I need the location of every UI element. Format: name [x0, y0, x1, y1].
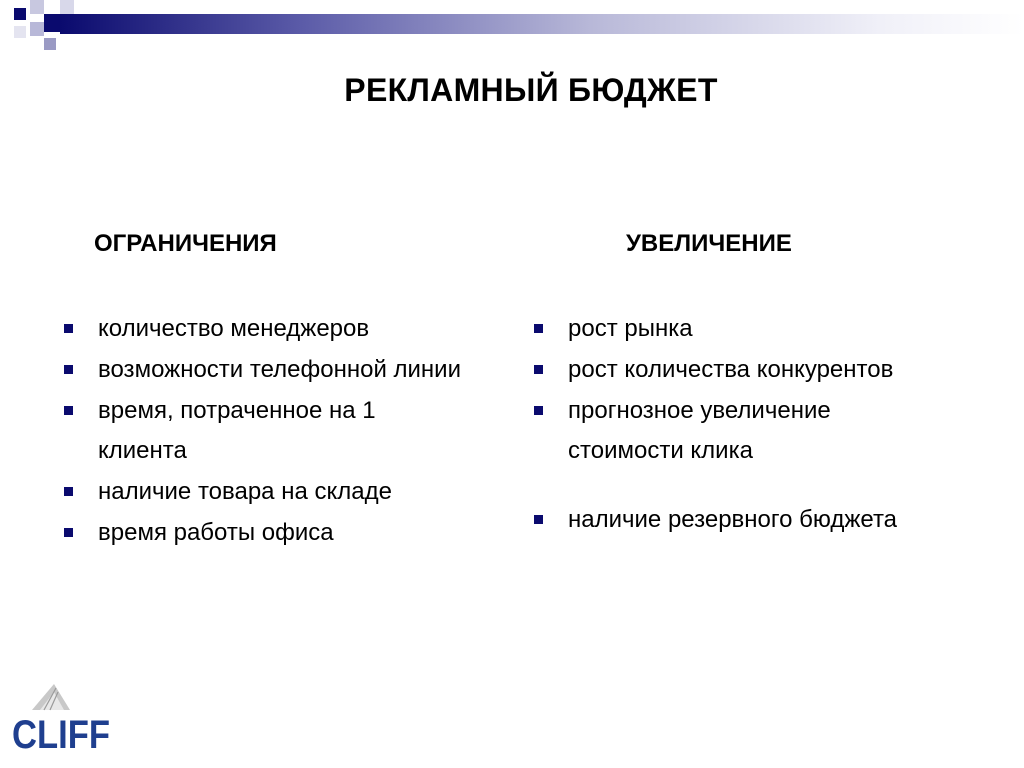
cliff-logo: [10, 676, 114, 752]
decor-square: [14, 8, 26, 20]
list-item: время работы офиса: [62, 516, 482, 549]
header-gradient-bar: [60, 14, 1024, 34]
decor-square: [44, 14, 60, 32]
list-item: количество менеджеров: [62, 312, 482, 345]
list-item: время, потраченное на 1: [62, 394, 482, 427]
square-bullet-icon: [64, 406, 73, 415]
decor-square: [30, 22, 44, 36]
left-column-list: [62, 312, 482, 557]
list-item: наличие резервного бюджета: [532, 503, 1002, 536]
right-column-heading: УВЕЛИЧЕНИЕ: [626, 230, 792, 257]
square-bullet-icon: [64, 365, 73, 374]
right-column-list: [532, 312, 1002, 544]
svg-text:CLIFF: CLIFF: [12, 713, 110, 752]
square-bullet-icon: [534, 365, 543, 374]
list-item-continuation: клиента: [98, 437, 187, 464]
decor-square: [30, 0, 44, 14]
list-item: наличие товара на складе: [62, 475, 482, 508]
square-bullet-icon: [534, 515, 543, 524]
square-bullet-icon: [64, 487, 73, 496]
decor-square: [14, 26, 26, 38]
square-bullet-icon: [534, 406, 543, 415]
decor-square: [44, 38, 56, 50]
square-bullet-icon: [64, 528, 73, 537]
list-item: рост рынка: [532, 312, 1002, 345]
header-band: [0, 0, 1024, 40]
list-item: прогнозное увеличение: [532, 394, 1002, 427]
left-column-heading: ОГРАНИЧЕНИЯ: [94, 230, 277, 257]
list-item: возможности телефонной линии: [62, 353, 482, 386]
list-item-continuation: стоимости клика: [568, 437, 753, 464]
decor-square: [60, 0, 74, 14]
square-bullet-icon: [534, 324, 543, 333]
list-item: рост количества конкурентов: [532, 353, 1002, 386]
cliff-logo-icon: [10, 676, 114, 752]
slide-title: РЕКЛАМНЫЙ БЮДЖЕТ: [344, 72, 718, 108]
square-bullet-icon: [64, 324, 73, 333]
